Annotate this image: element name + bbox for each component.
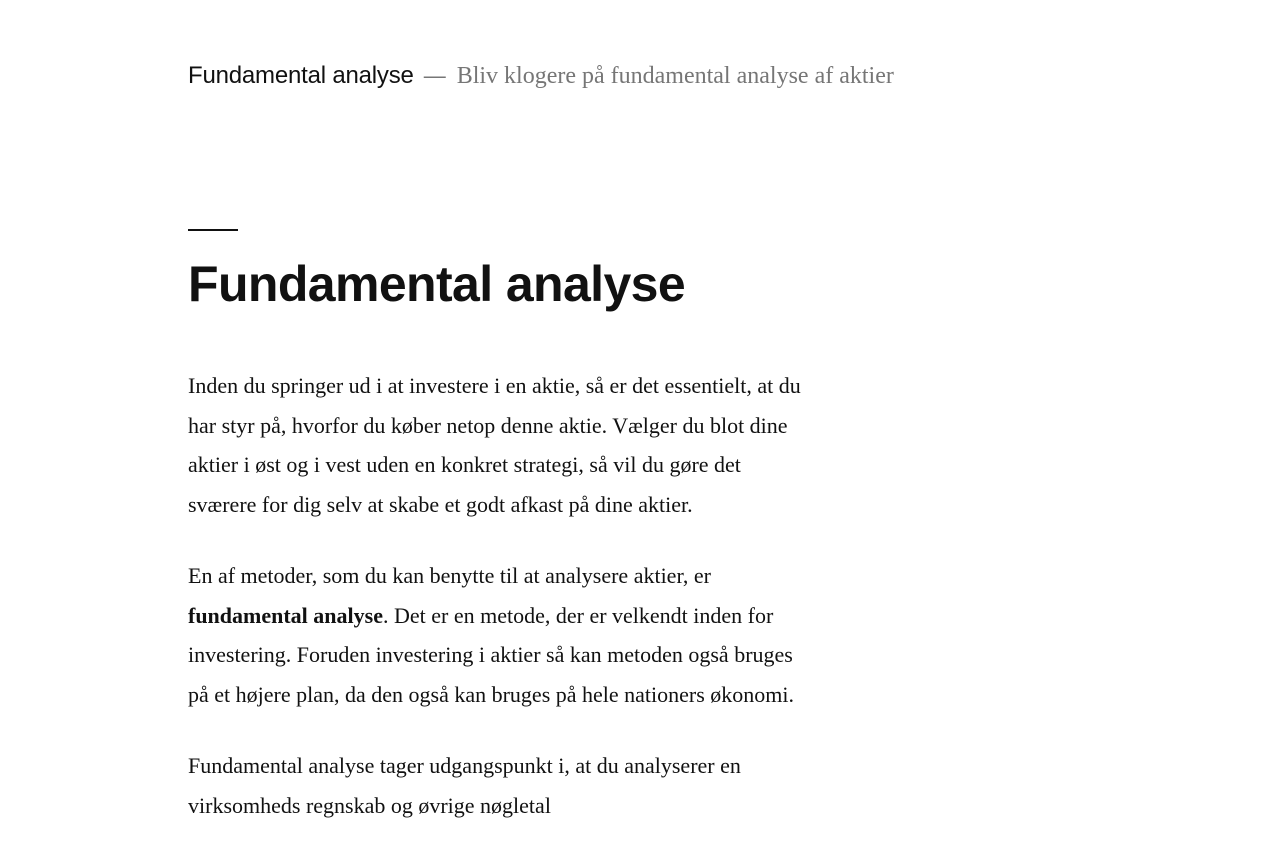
site-title-link[interactable]: Fundamental analyse xyxy=(188,62,414,89)
paragraph-3: Fundamental analyse tager udgangspunkt i, at du analyserer en virksomheds regnskab og øvrige nøgletal xyxy=(188,753,741,818)
paragraph-2-bold-term: fundamental analyse xyxy=(188,602,383,628)
page-title: Fundamental analyse xyxy=(188,256,686,312)
paragraph-2-rest: . Det er en metode, der er velkendt inden for investering. Foruden investering i aktier så kan metoden også bruges på et højere plan, da den også kan bruges på hele nationers økonomi. xyxy=(188,602,795,707)
paragraph-2-intro: En af metoder, som du kan benytte til at analysere aktier, er xyxy=(188,563,711,588)
site-description: Bliv klogere på fundamental analyse af aktier xyxy=(456,63,894,89)
header-separator: — xyxy=(423,63,446,88)
site-header xyxy=(188,62,894,90)
article-content xyxy=(188,366,808,857)
paragraph-2 xyxy=(188,556,808,714)
title-divider xyxy=(188,229,238,231)
paragraph-1: Inden du springer ud i at investere i en aktie, så er det essentielt, at du har styr på, hvorfor du køber netop denne aktie. Vælger du blot dine aktier i øst og i vest uden en konkret strategi, så vil du gøre det sværere for dig selv at skabe et godt afkast på dine aktier. xyxy=(188,373,801,517)
